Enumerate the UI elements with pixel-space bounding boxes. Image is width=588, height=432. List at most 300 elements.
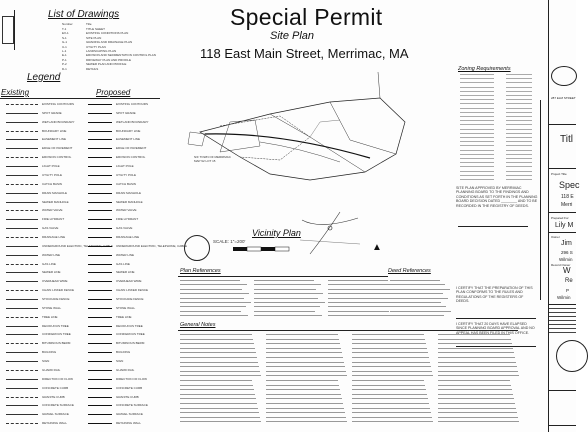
drawing-number: P-1	[62, 57, 67, 62]
legend-label: DECIDUOUS TREE	[42, 323, 69, 328]
general-notes-line	[438, 371, 518, 372]
revision-row	[549, 324, 576, 325]
legend-symbol-existing	[6, 299, 38, 300]
legend-label: GRANITE CURB	[42, 394, 65, 399]
legend-symbol-existing	[6, 281, 38, 282]
vicinity-scale-label: SCALE: 1"=200'	[213, 239, 246, 244]
zoning-row-value	[506, 133, 532, 134]
legend-symbol-proposed	[88, 326, 112, 327]
drawing-number: P-2	[62, 62, 67, 67]
legend-label: EROSION CONTROL	[42, 155, 72, 160]
zoning-row-value	[506, 95, 532, 96]
prepared-for-label: Prepared For	[551, 216, 569, 220]
legend-label: SPOT GRADE	[42, 110, 62, 115]
legend-symbol-proposed	[88, 228, 112, 229]
general-notes-line	[266, 421, 347, 422]
zoning-row	[460, 133, 494, 134]
drawing-title: EXISTING CONDITIONS PLAN	[86, 31, 129, 36]
legend-symbol-proposed	[88, 157, 112, 158]
reference-text-line	[328, 280, 388, 281]
general-notes-line	[180, 389, 254, 390]
legend-label-proposed: BUILDING	[116, 350, 131, 355]
general-notes-line	[352, 408, 430, 409]
drawing-number: E-1	[62, 53, 67, 58]
sheet-title: Titl	[560, 134, 573, 145]
legend-label: GUARD RAIL	[42, 367, 61, 372]
drawings-col-title: Title	[86, 22, 92, 26]
reference-text-line	[180, 315, 248, 316]
deed-reference-line	[390, 298, 448, 299]
legend-label-proposed: RETAINING WALL	[116, 421, 142, 426]
general-notes-line	[180, 403, 257, 404]
approval-signature-line	[458, 226, 528, 227]
general-notes-line	[180, 394, 255, 395]
general-notes-line	[266, 366, 345, 367]
general-notes-line	[180, 398, 256, 399]
general-notes-line	[266, 352, 342, 353]
legend-symbol-existing	[6, 166, 38, 167]
general-notes-line	[180, 357, 257, 358]
legend-label-proposed: SPOT GRADE	[116, 110, 136, 115]
north-arrow-icon: ▲	[372, 242, 382, 253]
zoning-row-value	[506, 179, 532, 180]
title-block-border	[548, 0, 549, 432]
zoning-row-value	[506, 120, 532, 121]
legend-symbol-proposed	[88, 423, 112, 424]
legend-symbol-existing	[6, 246, 38, 247]
reference-text-line	[328, 289, 390, 290]
drawing-title: GRADING AND DRAINAGE PLAN	[86, 40, 133, 45]
general-notes-line	[352, 362, 430, 363]
general-notes-line	[352, 371, 432, 372]
legend-label: CHAIN LINKED FENCE	[42, 288, 75, 293]
zoning-row-value	[506, 99, 532, 100]
reference-text-line	[254, 280, 314, 281]
tb-rule	[548, 124, 576, 125]
zoning-row	[460, 124, 494, 125]
general-notes-line	[352, 352, 428, 353]
general-notes-line	[266, 398, 342, 399]
legend-label-proposed: WATER VALVE	[116, 208, 137, 213]
legend-header-rule	[0, 98, 160, 99]
page-title: Special Permit	[230, 4, 383, 30]
legend-symbol-existing	[6, 334, 38, 335]
zoning-row	[460, 95, 494, 96]
general-notes-line	[352, 403, 429, 404]
revision-row	[549, 332, 576, 333]
deed-reference-line	[390, 280, 440, 281]
legend-label: SEWER MANHOLE	[42, 199, 69, 204]
legend-symbol-proposed	[88, 193, 112, 194]
drawing-number: G-1	[62, 40, 68, 45]
reference-text-line	[180, 284, 247, 285]
legend-label-proposed: TREE LINE	[116, 314, 132, 319]
legend-label-proposed: FIRE HYDRANT	[116, 217, 139, 222]
zoning-row-value	[506, 87, 532, 88]
legend-symbol-proposed	[88, 184, 112, 185]
zoning-row	[460, 120, 494, 121]
general-notes-line	[266, 417, 346, 418]
drawing-number: U-1	[62, 44, 67, 49]
page-subtitle: Site Plan	[270, 30, 315, 42]
legend-label-proposed: WETLAND BOUNDARY	[116, 119, 149, 124]
reference-text-line	[180, 298, 244, 299]
legend-symbol-existing	[6, 193, 38, 194]
general-notes-line	[352, 357, 429, 358]
deed-reference-line	[390, 302, 441, 303]
legend-label: TREE LINE	[42, 314, 58, 319]
parcel-label-town: N/F TOWN OF MERRIMAC	[194, 155, 231, 159]
zoning-row	[460, 150, 494, 151]
legend-symbol-proposed	[88, 405, 112, 406]
reference-text-line	[254, 302, 325, 303]
legend-symbol-existing	[6, 290, 38, 291]
owner-address-2: Wilmin	[559, 257, 573, 262]
drawing-title: EROSION AND SEDIMENTATION CONTROL PLAN	[86, 53, 156, 58]
legend-symbol-proposed	[88, 281, 112, 282]
drawing-title: LANDSCAPING PLAN	[86, 49, 117, 53]
legend-symbol-proposed	[88, 255, 112, 256]
zoning-row	[460, 154, 494, 155]
legend-label: WATER LINE	[42, 252, 61, 257]
drawing-number: D-1	[62, 66, 67, 71]
legend-label-proposed: DRAINAGE LINE	[116, 234, 140, 239]
legend-symbol-proposed	[88, 370, 112, 371]
general-notes-line	[266, 343, 340, 344]
legend-symbol-existing	[6, 175, 38, 176]
legend-label-proposed: OVERHEAD WIRE	[116, 279, 142, 284]
legend-label: SIGN	[42, 359, 50, 364]
zoning-row	[460, 82, 494, 83]
site-address: 118 East Main Street, Merrimac, MA	[200, 46, 409, 61]
general-notes-line	[180, 334, 252, 335]
legend-symbol-proposed	[88, 299, 112, 300]
owner-name: Jim	[561, 240, 572, 247]
reference-text-line	[328, 302, 399, 303]
zoning-row-value	[506, 137, 532, 138]
legend-label: BITUMINOUS BERM	[42, 341, 71, 346]
scale-bar	[233, 246, 303, 252]
legend-label-proposed: CHAIN LINKED FENCE	[116, 288, 149, 293]
legend-symbol-proposed	[88, 148, 112, 149]
legend-symbol-existing	[6, 317, 38, 318]
legend-label: RETAINING WALL	[42, 421, 68, 426]
zoning-row-value	[506, 78, 532, 79]
zoning-row-value	[506, 175, 532, 176]
legend-symbol-existing	[6, 272, 38, 273]
vicinity-map	[300, 210, 360, 255]
legend-label: BUILDING	[42, 350, 57, 355]
general-notes-line	[352, 421, 433, 422]
legend-label: GAS LINE	[42, 261, 56, 266]
zoning-row	[460, 175, 494, 176]
reference-text-line	[180, 280, 240, 281]
legend-symbol-existing	[6, 361, 38, 362]
zoning-row-value	[506, 171, 532, 172]
zoning-row-value	[506, 116, 532, 117]
zoning-row	[460, 162, 494, 163]
project-address: 118 E	[561, 194, 574, 200]
legend-symbol-proposed	[88, 139, 112, 140]
legend-symbol-proposed	[88, 290, 112, 291]
legend-symbol-proposed	[88, 352, 112, 353]
zoning-row-value	[506, 166, 532, 167]
drawing-number: T-1	[62, 27, 67, 31]
reference-text-line	[254, 293, 323, 294]
legend-label-proposed: CONCRETE SURFACE	[116, 403, 148, 408]
general-notes-line	[438, 362, 516, 363]
legend-heading: Legend	[27, 72, 61, 83]
general-notes-line	[438, 389, 512, 390]
zoning-row-value	[506, 145, 532, 146]
general-notes-line	[180, 352, 256, 353]
general-notes-line	[180, 385, 253, 386]
zoning-row-value	[506, 158, 532, 159]
legend-label: GRAVEL SURFACE	[42, 412, 69, 417]
legend-label-proposed: SEWER LINE	[116, 270, 135, 275]
site-plan-drawing	[160, 62, 450, 192]
drawing-number: S-1	[62, 35, 67, 40]
general-notes-line	[180, 348, 255, 349]
general-notes-line	[352, 385, 425, 386]
zoning-row	[460, 158, 494, 159]
reference-text-line	[328, 315, 396, 316]
legend-label-proposed: GRAVEL SURFACE	[116, 412, 143, 417]
deed-reference-line	[390, 289, 450, 290]
record-owner: W	[563, 266, 571, 275]
general-notes-line	[266, 375, 347, 376]
cert2-signature-line	[456, 346, 536, 347]
vicinity-plan-heading: Vicinity Plan	[252, 228, 301, 238]
reference-text-line	[180, 311, 241, 312]
tb-rule	[548, 425, 576, 426]
certification-2: I CERTIFY THAT 20 DAYS HAVE ELAPSED SINCE PLANNING BOARD APPROVAL AND NO APPEAL HAS BEEN FILED IN THIS OFFICE.	[456, 322, 535, 335]
general-notes-line	[352, 417, 432, 418]
legend-label-proposed: LIGHT POLE	[116, 164, 134, 169]
owner-label: Owner	[551, 235, 560, 239]
general-notes-line	[352, 339, 425, 340]
general-notes-line	[438, 403, 515, 404]
reference-text-line	[180, 306, 246, 307]
general-notes-line	[180, 362, 258, 363]
reference-text-line	[180, 302, 251, 303]
legend-symbol-existing	[6, 388, 38, 389]
legend-symbol-existing	[6, 113, 38, 114]
reference-text-line	[180, 289, 242, 290]
legend-symbol-proposed	[88, 379, 112, 380]
zoning-row-value	[506, 162, 532, 163]
legend-symbol-existing	[6, 157, 38, 158]
reference-text-line	[328, 306, 394, 307]
general-notes-line	[438, 408, 516, 409]
legend-label: CONCRETE SURFACE	[42, 403, 74, 408]
record-owner-label: Record Owner	[551, 263, 571, 267]
general-notes-line	[352, 380, 424, 381]
revision-row	[549, 308, 576, 309]
drawings-col-number: Number	[62, 22, 73, 26]
reference-text-line	[328, 284, 395, 285]
general-notes-line	[266, 394, 341, 395]
general-notes-line	[180, 375, 261, 376]
legend-label-proposed: DRAIN MANHOLE	[116, 190, 142, 195]
legend-symbol-proposed	[88, 113, 112, 114]
reference-text-line	[180, 293, 249, 294]
legend-label: DIRECTION OF FLOW	[42, 376, 73, 381]
zoning-row-value	[506, 103, 532, 104]
project-town: Merri	[561, 202, 573, 208]
legend-label-proposed: BITUMINOUS BERM	[116, 341, 145, 346]
general-notes-line	[352, 394, 427, 395]
legend-label-proposed: GAS LINE	[116, 261, 130, 266]
legend-label: FIRE HYDRANT	[42, 217, 65, 222]
deed-reference-line	[390, 284, 445, 285]
zoning-row	[460, 179, 494, 180]
drawing-title: DRIVEWAY PLAN AND PROFILE	[86, 57, 131, 62]
zoning-row	[460, 103, 494, 104]
zoning-row	[460, 91, 494, 92]
legend-symbol-proposed	[88, 264, 112, 265]
general-notes-line	[438, 398, 514, 399]
legend-symbol-existing	[6, 397, 38, 398]
legend-label: EXISTING CONTOURS	[42, 102, 74, 106]
deed-reference-line	[390, 315, 444, 316]
zoning-row-value	[506, 82, 532, 83]
general-notes-line	[266, 348, 341, 349]
legend-label-proposed: UNDERGROUND ELECTRIC, TELEPHONE, CABLE	[116, 243, 187, 248]
zoning-row	[460, 108, 494, 109]
legend-label-proposed: DECIDUOUS TREE	[116, 323, 143, 328]
deed-reference-line	[390, 293, 443, 294]
legend-symbol-proposed	[88, 166, 112, 167]
reference-text-line	[254, 289, 316, 290]
general-notes-line	[180, 417, 260, 418]
legend-label-proposed: SIGN	[116, 359, 124, 364]
legend-symbol-existing	[6, 308, 38, 309]
general-notes-line	[180, 371, 260, 372]
legend-symbol-existing	[6, 255, 38, 256]
general-notes-line	[266, 334, 338, 335]
tb-rule	[548, 232, 576, 233]
legend-symbol-proposed	[88, 334, 112, 335]
legend-label-proposed: SEWER MANHOLE	[116, 199, 143, 204]
legend-label-proposed: EROSION CONTROL	[116, 155, 146, 160]
right-panel-divider	[540, 100, 541, 300]
general-notes-line	[180, 343, 254, 344]
deed-reference-line	[390, 306, 446, 307]
legend-symbol-existing	[6, 122, 38, 123]
plan-references-heading: Plan References	[180, 268, 221, 274]
legend-label-proposed: CONCRETE CURB	[116, 385, 143, 390]
general-notes-line	[438, 339, 511, 340]
general-notes-line	[266, 408, 344, 409]
legend-label: DRAIN MANHOLE	[42, 190, 68, 195]
zoning-row-value	[506, 108, 532, 109]
tb-rule	[548, 212, 576, 213]
legend-symbol-existing	[6, 228, 38, 229]
legend-label: EASEMENT LINE	[42, 137, 66, 142]
reference-text-line	[328, 298, 392, 299]
legend-symbol-existing	[6, 148, 38, 149]
general-notes-line	[266, 371, 346, 372]
drawing-number: EX-1	[62, 31, 69, 36]
legend-label: STOCKADE FENCE	[42, 297, 70, 302]
legend-symbol-existing	[6, 343, 38, 344]
legend-label-proposed: STONE WALL	[116, 305, 136, 310]
general-notes-line	[438, 375, 519, 376]
record-owner-4: Wilmin	[557, 295, 571, 300]
legend-symbol-proposed	[88, 272, 112, 273]
legend-col-proposed: Proposed	[96, 88, 131, 97]
legend-symbol-proposed	[88, 388, 112, 389]
legend-symbol-proposed	[88, 237, 112, 238]
zoning-row	[460, 116, 494, 117]
zoning-row	[460, 78, 494, 79]
drawing-title: DETAILS	[86, 66, 99, 71]
revision-row	[549, 316, 576, 317]
legend-symbol-existing	[6, 326, 38, 327]
legend-label: UTILITY POLE	[42, 172, 62, 177]
zoning-row	[460, 137, 494, 138]
general-notes-line	[352, 348, 427, 349]
legend-symbol-proposed	[88, 104, 112, 105]
zoning-row	[460, 166, 494, 167]
binding-margin-line	[14, 10, 15, 50]
general-notes-line	[180, 412, 259, 413]
legend-label: GAS VALVE	[42, 226, 59, 231]
legend-symbol-existing	[6, 104, 38, 105]
general-notes-line	[180, 366, 259, 367]
general-notes-line	[180, 339, 253, 340]
drawing-title: SEWER PLAN AND PROFILE	[86, 62, 127, 67]
general-notes-line	[352, 389, 426, 390]
general-notes-line	[266, 403, 343, 404]
zoning-row-value	[506, 129, 532, 130]
legend-label: CONIFEROUS TREE	[42, 332, 71, 337]
legend-label: LIGHT POLE	[42, 164, 60, 169]
legend-symbol-existing	[6, 202, 38, 203]
general-notes-line	[438, 343, 512, 344]
general-notes-line	[438, 394, 513, 395]
zoning-row-value	[506, 91, 532, 92]
legend-symbol-existing	[6, 370, 38, 371]
general-notes-line	[438, 417, 518, 418]
zoning-row	[460, 99, 494, 100]
general-notes-line	[266, 362, 344, 363]
zoning-row-value	[506, 150, 532, 151]
legend-symbol-proposed	[88, 219, 112, 220]
zoning-row-value	[506, 112, 532, 113]
zoning-row	[460, 145, 494, 146]
legend-label: SEWER LINE	[42, 270, 61, 275]
legend-label: WETLAND BOUNDARY	[42, 119, 75, 124]
legend-symbol-proposed	[88, 122, 112, 123]
general-notes-line	[438, 348, 513, 349]
legend-symbol-existing	[6, 131, 38, 132]
legend-symbol-existing	[6, 237, 38, 238]
general-notes-line	[266, 357, 343, 358]
engineer-stamp	[556, 340, 588, 372]
record-owner-2: Re	[565, 278, 573, 284]
general-notes-line	[438, 366, 517, 367]
general-notes-line	[352, 366, 431, 367]
legend-symbol-existing	[6, 423, 38, 424]
firm-address: 287 ELM STREET	[551, 96, 576, 100]
general-notes-line	[438, 352, 514, 353]
zoning-row	[460, 171, 494, 172]
general-notes-line	[180, 408, 258, 409]
legend-label: EDGE OF PAVEMENT	[42, 146, 73, 151]
zoning-row	[460, 112, 494, 113]
